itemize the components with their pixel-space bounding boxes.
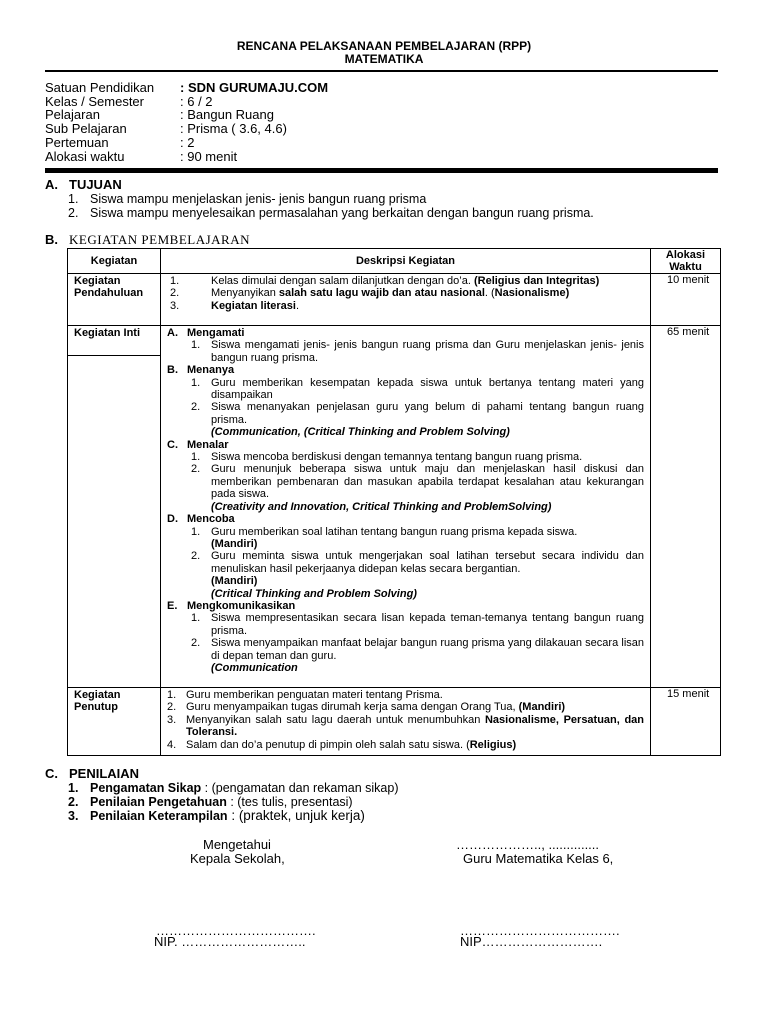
kegiatan-table: [67, 248, 721, 756]
list-item: 3. Kegiatan literasi.: [170, 299, 300, 312]
identity-value: : 2: [180, 135, 195, 150]
list-item: 3. Menyanyikan salah satu lagu daerah untuk menumbuhkan Nasionalisme, Persatuan, dan Toleransi.: [167, 713, 645, 739]
skill-note: (Creativity and Innovation, Critical Thinking and ProblemSolving): [211, 500, 552, 513]
row-label: Kegiatan Inti: [68, 326, 160, 356]
identity-value: : Bangun Ruang: [180, 107, 274, 122]
signature-right-place-date: ……………….., ..............: [456, 837, 600, 852]
section-title: TUJUAN: [69, 177, 122, 192]
activity-heading: A. Mengamati: [167, 327, 245, 339]
identity-value: : Prisma ( 3.6, 4.6): [180, 121, 287, 136]
identity-key: Satuan Pendidikan: [45, 80, 155, 95]
signature-right-nip: NIP……………………….: [460, 934, 603, 949]
row-label-cell: [68, 326, 161, 688]
signature-left-role: Kepala Sekolah,: [190, 851, 285, 866]
list-item: 1. Guru memberikan soal latihan tentang bangun ruang prisma kepada siswa. (Mandiri): [191, 525, 578, 550]
table-row-inti: [68, 326, 721, 688]
identity-key: Alokasi waktu: [45, 149, 125, 164]
signature-left-name-line: ……………………………….: [156, 923, 316, 938]
signature-left-nip: NIP. ………………………..: [154, 934, 306, 949]
column-header-alokasi: Alokasi Waktu: [651, 249, 721, 274]
header-divider: [45, 70, 718, 72]
list-item: 1. Guru memberikan kesempatan kepada siswa untuk bertanya tentang materi yang disampaikan: [191, 376, 644, 402]
list-item: 2. Guru meminta siswa untuk mengerjakan soal latihan tersebut secara individu dan menuliskan hasil pekerjaanya didepan kelas secara bergantian. (Mandiri): [191, 550, 644, 588]
list-item: 1. Siswa mempresentasikan secara lisan kepada teman-temanya tentang bangun ruang prisma.: [191, 612, 644, 637]
identity-value: : 90 menit: [180, 149, 238, 164]
skill-note: (Communication, (Critical Thinking and Problem Solving): [211, 426, 510, 439]
table-row-pendahuluan: [68, 274, 721, 326]
table-row-penutup: [68, 688, 721, 756]
document-title: RENCANA PELAKSANAAN PEMBELAJARAN (RPP): [236, 39, 532, 53]
table-header-row: [68, 249, 721, 274]
item-number: 1.: [68, 192, 79, 206]
item-text: Siswa mampu menyelesaikan permasalahan yang berkaitan dengan bangun ruang prisma.: [90, 206, 594, 220]
section-letter: B.: [45, 232, 58, 247]
list-item: 2. Guru menunjuk beberapa siswa untuk maju dan menjelaskan hasil diskusi dan memberikan pembenaran dan masukan apabila terdapat kesalahan atau kekurangan pada siswa.: [191, 463, 644, 501]
list-item: 1. Siswa mengamati jenis- jenis bangun ruang prisma dan Guru menjelaskan jenis- jenis bangun ruang prisma.: [191, 339, 644, 364]
row-time: 15 menit: [651, 688, 721, 756]
signature-left-title: Mengetahui: [203, 837, 271, 852]
item-number: 2.: [68, 206, 79, 220]
signature-right-role: Guru Matematika Kelas 6,: [463, 851, 614, 866]
column-header-kegiatan: Kegiatan: [68, 249, 161, 274]
section-letter: C.: [45, 766, 58, 781]
identity-key: Sub Pelajaran: [45, 121, 127, 136]
list-item: 2. Siswa menyampaikan manfaat belajar bangun ruang prisma yang dilakauan secara lisan di depan teman dan guru.: [191, 637, 644, 662]
skill-note: (Critical Thinking and Problem Solving): [211, 587, 417, 600]
row-label: Kegiatan Pendahuluan: [68, 274, 161, 326]
list-item: 2. Siswa menanyakan penjelasan guru yang belum di pahami tentang bangun ruang prisma.: [191, 401, 644, 426]
list-item: 1. Siswa mencoba berdiskusi dengan temannya tentang bangun ruang prisma.: [191, 451, 583, 464]
identity-value: : SDN GURUMAJU.COM: [180, 80, 329, 95]
activity-heading: B. Menanya: [167, 364, 235, 377]
item-label: Pengamatan Sikap: [90, 781, 202, 795]
activity-heading: E. Mengkomunikasikan: [167, 599, 296, 612]
section-title: PENILAIAN: [69, 766, 140, 781]
activity-heading: C. Menalar: [167, 438, 229, 451]
section-letter: A.: [45, 177, 58, 192]
column-header-deskripsi: Deskripsi Kegiatan: [161, 249, 651, 274]
row-time: 65 menit: [651, 326, 721, 688]
identity-value: : 6 / 2: [180, 94, 213, 109]
item-label: Penilaian Pengetahuan: [90, 795, 227, 809]
list-item: 1. Kelas dimulai dengan salam dilanjutkan dengan do’a. (Religius dan Integritas): [170, 275, 600, 287]
list-item: 2. Menyanyikan salah satu lagu wajib dan atau nasional. (Nasionalisme): [170, 287, 570, 300]
item-text: Siswa mampu menjelaskan jenis- jenis bangun ruang prisma: [90, 192, 427, 206]
row-time: 10 menit: [651, 274, 721, 326]
row-description: [161, 688, 651, 756]
identity-key: Kelas / Semester: [45, 94, 144, 109]
item-text: : (pengamatan dan rekaman sikap): [201, 781, 399, 795]
item-text: : (tes tulis, presentasi): [226, 795, 353, 809]
row-description: [161, 274, 651, 326]
identity-divider: [45, 168, 718, 173]
row-description: [161, 326, 651, 688]
list-item: 2. Guru menyampaikan tugas dirumah kerja sama dengan Orang Tua, (Mandiri): [167, 701, 566, 714]
list-item: 1. Guru memberikan penguatan materi tentang Prisma.: [167, 689, 443, 701]
signature-right-name-line: ……………………………….: [460, 923, 620, 938]
identity-key: Pelajaran: [45, 107, 100, 122]
list-item: 4. Salam dan do’a penutup di pimpin oleh salah satu siswa. (Religius): [167, 738, 517, 751]
activity-heading: D. Mencoba: [167, 513, 235, 526]
document-subject: MATEMATIKA: [344, 52, 424, 66]
item-text: : (praktek, unjuk kerja): [227, 808, 365, 823]
row-label: Kegiatan Penutup: [68, 688, 161, 756]
identity-key: Pertemuan: [45, 135, 109, 150]
skill-note: (Communication: [211, 661, 298, 674]
item-label: Penilaian Keterampilan: [90, 809, 228, 823]
section-title: KEGIATAN PEMBELAJARAN: [69, 232, 250, 247]
